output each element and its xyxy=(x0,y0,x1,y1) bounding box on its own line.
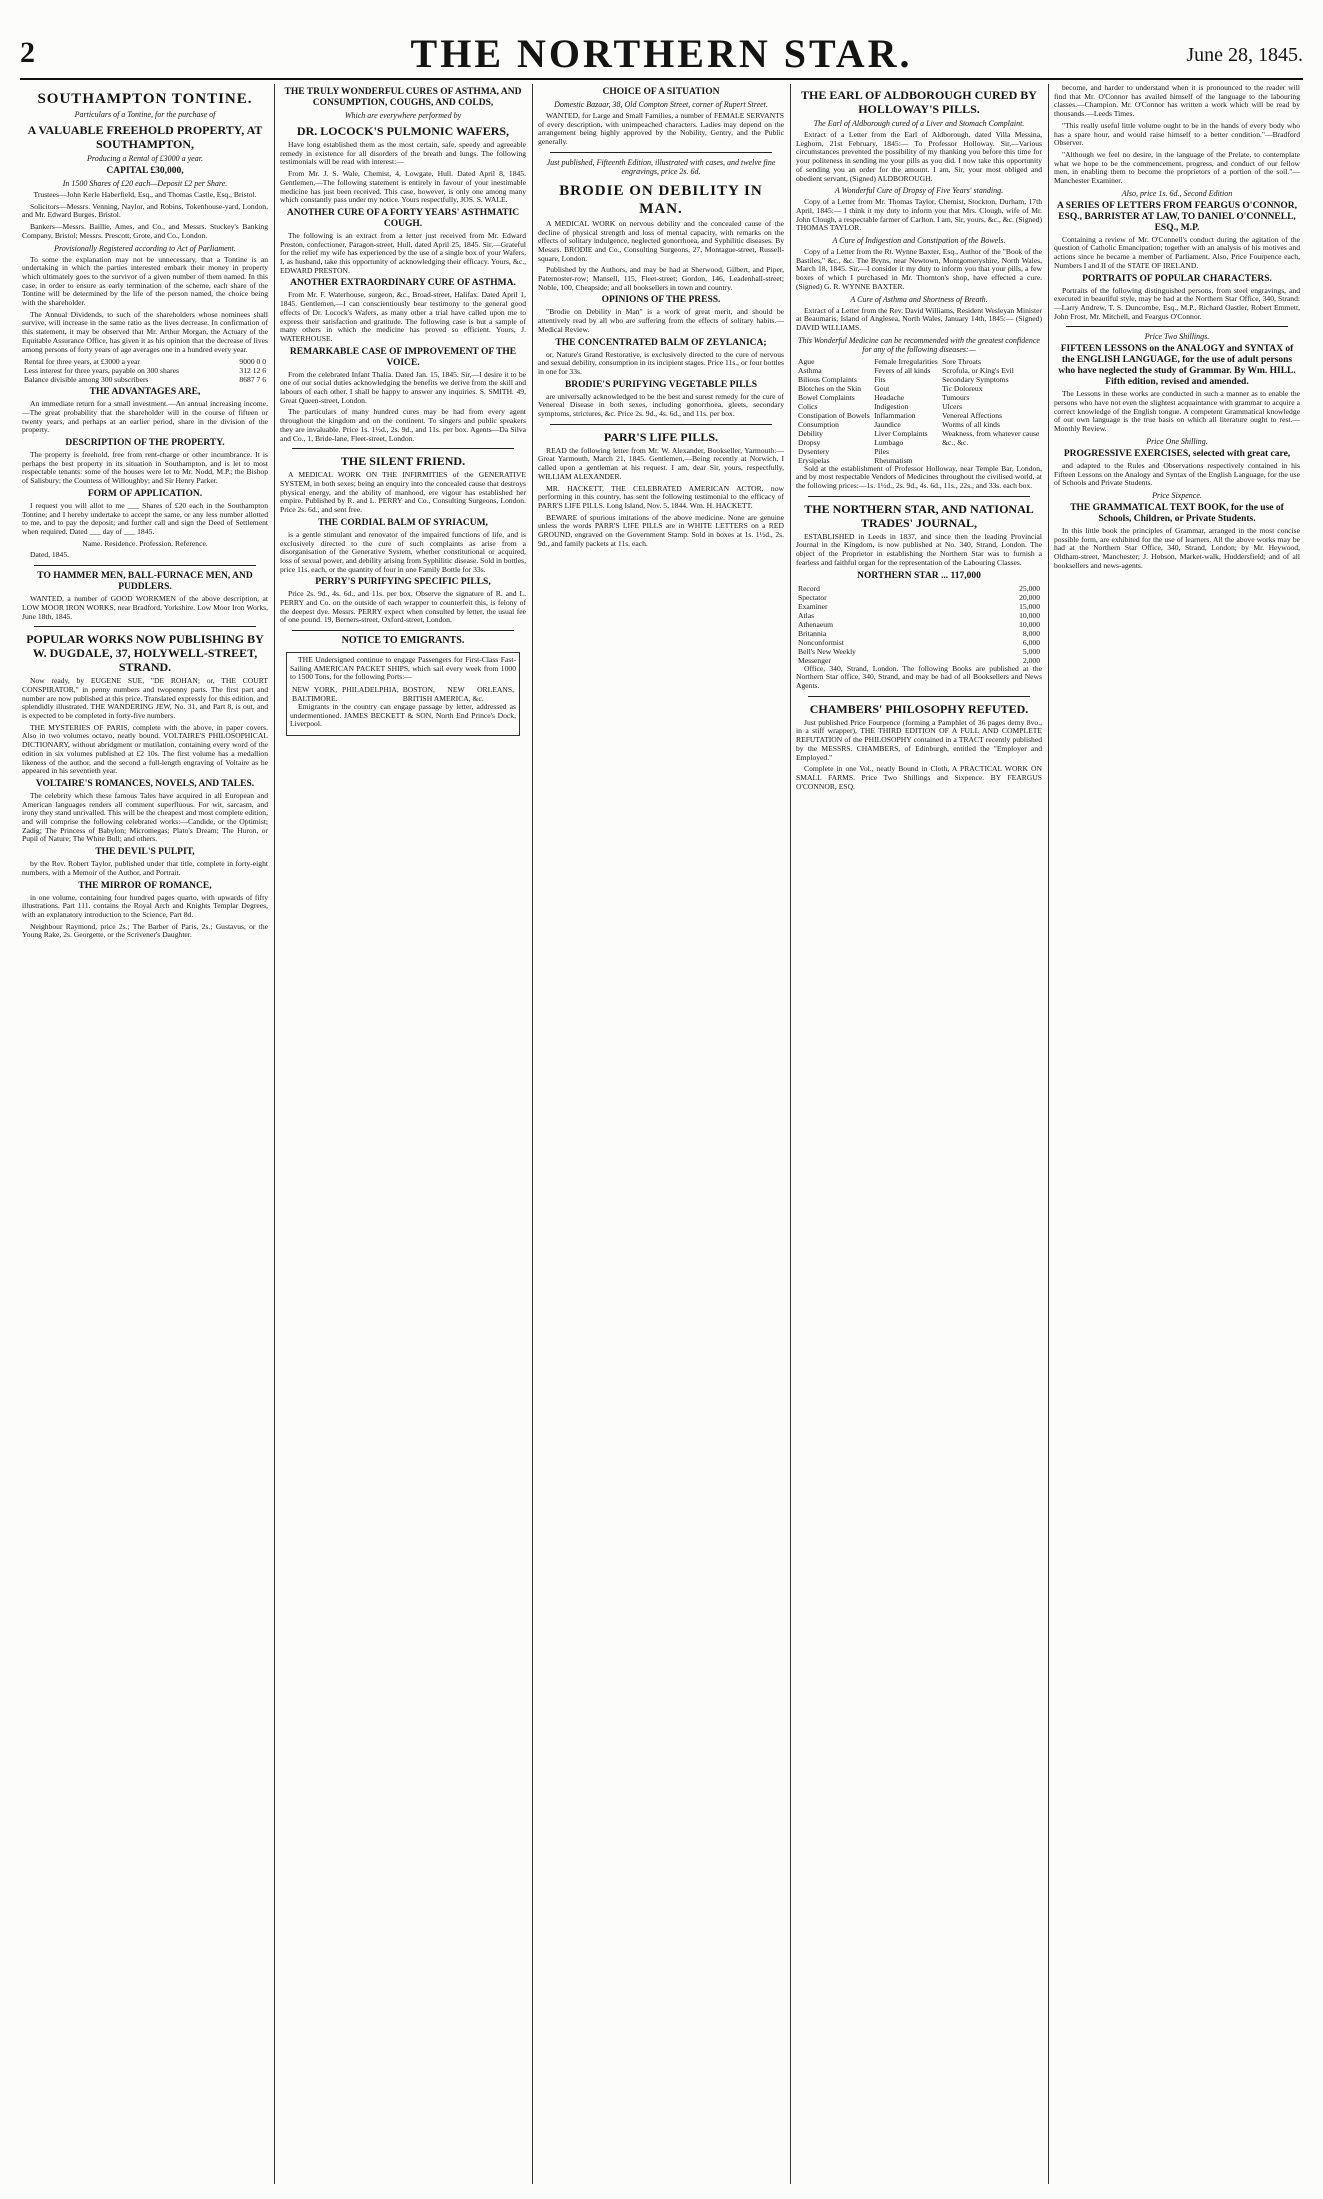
body-text: The following is an extract from a letter just received from Mr. Edward Preston, confectioner, Paragon-street, Hull, dated April 25, 1845. Sir,—Grateful for the relief my wife has experienced by the use of a single box of your Wafers, I, as husband, take this opportunity of acknowledging their efficacy. Yours, &c., EDWARD PRESTON. xyxy=(280,230,526,275)
heading: THE MIRROR OF ROMANCE, xyxy=(78,880,212,891)
subheading: A Wonderful Cure of Dropsy of Five Years' standing. xyxy=(834,186,1004,196)
subheading: Which are everywhere performed by xyxy=(344,111,462,120)
body-text: is a gentle stimulant and renovator of the impaired functions of life, and is exclusively directed to the cure of such complaints as arise from a disorganisation of the Generative System, whether constitutional or acquired, loss of sexual power, and debility arising from Syphilitic disease. Sold in bottles, price 11s. each, or the quantity of four in one Family Bottle for 33s. xyxy=(280,529,526,574)
table-cell: Rheumatism xyxy=(874,455,913,465)
table-cell: 25,000 xyxy=(1019,583,1040,593)
heading: PARR'S LIFE PILLS. xyxy=(603,429,719,444)
body-text: The particulars of many hundred cures may be had from every agent throughout the kingdom and on the continent. To singers and public speakers they are invaluable. Price 1s. 1½d., 2s. 9d., and 11s. per box. Agents—Da Silva and Co., 1, Bride-lane, Fleet-street, London. xyxy=(280,407,526,443)
heading: OPINIONS OF THE PRESS. xyxy=(601,295,721,306)
table-cell: Atlas xyxy=(798,610,815,620)
table-cell: Indigestion xyxy=(874,401,909,411)
table-cell: Lumbago xyxy=(874,437,904,447)
column-4 xyxy=(796,84,1042,2184)
table-cell: 10,000 xyxy=(1019,610,1040,620)
body-text: Office, 340, Strand, London. The following Books are published at the Northern Star office, 340, Strand, and may be had of all Booksellers and News Agents. xyxy=(796,663,1042,690)
divider xyxy=(550,152,772,153)
table-row xyxy=(796,647,1042,656)
heading: POPULAR WORKS NOW PUBLISHING BY W. DUGDALE, 37, HOLYWELL-STREET, STRAND. xyxy=(26,632,264,675)
ports-left: NEW YORK, PHILADELPHIA, BALTIMORE. xyxy=(292,684,399,703)
heading: BRODIE'S PURIFYING VEGETABLE PILLS xyxy=(564,379,758,390)
emigrants-box xyxy=(286,652,520,736)
table-cell: Dropsy xyxy=(798,437,821,447)
table-cell: Bowel Complaints xyxy=(798,392,855,402)
subheading: Domestic Bazaar, 38, Old Compton Street, corner of Rupert Street. xyxy=(554,100,768,109)
body-text: and adapted to the Rules and Observations respectively contained in his Fifteen Lessons on the Analogy and Syntax of the English Language, for the use of Schools and Private Students. xyxy=(1054,460,1300,488)
divider xyxy=(1066,326,1288,327)
body-text: The celebrity which these famous Tales have acquired in all European and American languages renders all comment superfluous. For wit, sarcasm, and irony they stand unrivalled. This will be the cheapest and most complete edition, and will comprise the following celebrated works:—Candide, or the Optimist; Zadig; The Princess of Babylon; Micromegas; Plato's Dream; The Huron, or Pupil of Nature; The White Bull; and others. xyxy=(22,790,268,844)
subheading: The Earl of Aldborough cured of a Liver and Stomach Complaint. xyxy=(813,119,1025,128)
masthead: THE NORTHERN STAR. xyxy=(410,31,913,76)
subheading: Particulars of a Tontine, for the purchase of xyxy=(74,110,216,119)
heading: NORTHERN STAR ... 117,000 xyxy=(857,570,981,581)
table-cell: Erysipelas xyxy=(798,455,830,465)
table-cell: Colics xyxy=(798,401,818,411)
table-cell: Balance divisible among 300 subscribers xyxy=(24,375,149,385)
trustees-text: Trustees—John Kerle Haberfield, Esq., and Thomas Castle, Esq., Bristol. xyxy=(33,190,257,199)
table-row xyxy=(22,375,268,384)
column-2 xyxy=(280,84,526,2184)
table-row xyxy=(796,602,1042,611)
table-cell: Venereal Affections xyxy=(942,410,1003,420)
heading: THE ADVANTAGES ARE, xyxy=(89,387,201,398)
table-cell: Sore Throats xyxy=(942,356,981,366)
table-cell: Secondary Symptoms xyxy=(942,374,1009,384)
table-cell: Fits xyxy=(874,374,886,384)
notice-heading: NOTICE TO EMIGRANTS. xyxy=(341,635,465,647)
table-row xyxy=(796,384,1042,393)
table-row xyxy=(796,611,1042,620)
table-cell: Messenger xyxy=(798,655,831,665)
table-cell: 312 12 6 xyxy=(239,366,266,376)
column-1 xyxy=(22,84,268,2184)
shares-line: In 1500 Shares of £20 each—Deposit £2 per Share. xyxy=(62,179,228,188)
heading: REMARKABLE CASE OF IMPROVEMENT OF THE VOICE. xyxy=(289,346,517,368)
table-cell: 8,000 xyxy=(1022,628,1040,638)
body-text: or, Nature's Grand Restorative, is exclusively directed to the cure of nervous and sexual debility, consumption in its incipient stages. Price 11s., or four bottles in one for 33s. xyxy=(538,349,784,376)
body-text: Have long established them as the most certain, safe, speedy and agreeable remedy in existence for all disorders of the breath and lungs. The following testimonials will be read with interest:— xyxy=(280,140,526,167)
table-row xyxy=(796,366,1042,375)
table-cell: Bilious Complaints xyxy=(798,374,857,384)
body-text: ESTABLISHED in Leeds in 1837, and since then the leading Provincial Journal in the Kingdom, is now published at No. 340, Strand, London. The object of the Proprietor in establishing the Northern Star was to furnish a fearless and faithful organ for the representation of the Labouring Classes. xyxy=(796,531,1042,567)
table-cell: Blotches on the Skin xyxy=(798,383,862,393)
table-cell: Spectator xyxy=(798,592,827,602)
registered-note: Provisionally Registered according to Act of Parliament. xyxy=(54,243,236,253)
column-rule xyxy=(1048,84,1049,2184)
body-text: THE Undersigned continue to engage Passengers for First-Class Fast-Sailing AMERICAN PACKET SHIPS, which sail every week from 1000 to 1500 Tons, for the following Ports:— xyxy=(290,654,516,682)
heading: FORM OF APPLICATION. xyxy=(87,488,203,499)
divider xyxy=(808,496,1030,497)
heading: PROGRESSIVE EXERCISES, selected with great care, xyxy=(1063,448,1291,459)
body-text: I request you will allot to me ___ Shares of £20 each in the Southampton Tontine; and I hereby undertake to accept the same, or any less number allotted to me, and to pay the deposit; and further call and sign the Deed of Settlement when required. Dated ___ day of ___ 1845. xyxy=(22,500,268,536)
table-cell: Worms of all kinds xyxy=(942,419,1000,429)
subheading: Also, price 1s. 6d., Second Edition xyxy=(1121,188,1233,198)
heading: CHAMBERS' PHILOSOPHY REFUTED. xyxy=(809,701,1029,716)
table-cell: Weakness, from whatever cause xyxy=(942,428,1040,438)
heading: THE DEVIL'S PULPIT, xyxy=(95,847,195,858)
subheading: Price One Shilling. xyxy=(1146,436,1208,446)
heading: SOUTHAMPTON TONTINE. xyxy=(37,91,253,107)
table-cell: Examiner xyxy=(798,601,828,611)
circulation-table xyxy=(796,584,1042,665)
table-cell: Bell's New Weekly xyxy=(798,646,856,656)
subheading: This Wonderful Medicine can be recommended with the greatest confidence for any of the following diseases:— xyxy=(798,335,1040,354)
body-text: A MEDICAL WORK ON THE INFIRMITIES of the GENERATIVE SYSTEM, in both sexes; being an enquiry into the concealed cause that destroys physical energy, and the ability of manhood, ere vigour has established her empire. Published by R. and L. PERRY and Co., Consulting Surgeons, London. Price 2s. 6d., and sent free. xyxy=(280,470,526,515)
body-text: BEWARE of spurious imitations of the above medicine. None are genuine unless the words PARR'S LIFE PILLS are in WHITE LETTERS on a RED GROUND, engraved on the Government Stamp. Sold in boxes at 1s. 1½d., 2s. 9d., and family packets at 11s. each. xyxy=(538,512,784,548)
body-text: Just published Price Fourpence (forming a Pamphlet of 36 pages demy 8vo., in a stiff wrapper), THE THIRD EDITION OF A FULL AND COMPLETE REFUTATION of the PHILOSOPHY contained in a TRACT recently published by the MESSRS. CHAMBERS, of Edinburgh, entitled the "Employer and Employed." xyxy=(796,717,1042,762)
bankers-text: Bankers—Messrs. Baillie, Ames, and Co., and Messrs. Stuckey's Banking Company, Bristol; Messrs. Prescott, Grote, and Co., London. xyxy=(22,222,268,240)
table-row xyxy=(796,638,1042,647)
rental-table xyxy=(22,357,268,384)
divider xyxy=(550,424,772,425)
table-cell: Britannia xyxy=(798,628,827,638)
table-cell: 6,000 xyxy=(1022,637,1040,647)
table-row xyxy=(796,620,1042,629)
column-3 xyxy=(538,84,784,2184)
table-row xyxy=(796,438,1042,447)
heading: THE NORTHERN STAR, AND NATIONAL TRADES' JOURNAL, xyxy=(804,501,1034,530)
table-cell: Tumours xyxy=(942,392,970,402)
heading: ANOTHER CURE OF A FORTY YEARS' ASTHMATIC COUGH. xyxy=(286,207,520,229)
column-rule xyxy=(532,84,533,2184)
body-text: Price 2s. 9d., 4s. 6d., and 11s. per box. Observe the signature of R. and L. PERRY and Co. on the outside of each wrapper to counterfeit this, is felony of the deepest dye. Messrs. PERRY expect when consulted by letter, the usual fee of one pound. 19, Berners-street, Oxford-street, London. xyxy=(280,589,526,625)
table-cell: Piles xyxy=(874,446,889,456)
heading: PORTRAITS OF POPULAR CHARACTERS. xyxy=(1082,273,1272,284)
table-row xyxy=(796,357,1042,366)
table-cell: Tic Doloreux xyxy=(942,383,983,393)
table-cell: Debility xyxy=(798,428,823,438)
subheading: Producing a Rental of £3000 a year. xyxy=(87,154,203,163)
body-text: READ the following letter from Mr. W. Alexander, Bookseller, Yarmouth:— Great Yarmouth, March 21, 1845. Gentlemen,—Being recently at Norwich, I called upon a gentleman at his request. I am, dear Sir, yours, respectfully, WILLIAM ALEXANDER. xyxy=(538,445,784,481)
subheading: Price Sixpence. xyxy=(1152,490,1202,500)
body-text: Copy of a Letter from the Rt. Wynne Baxter, Esq., Author of the "Book of the Bastiles," &c., &c. The Bryns, near Newtown, Montgomeryshire, North Wales, March 18, 1845. Sir,—I consider it my duty to inform you that your pills, a few boxes of which I purchased in Mr. Thornton's shop, have effected a cure. (Signed) G. R. WYNNE BAXTER. xyxy=(796,247,1042,291)
divider xyxy=(34,565,256,566)
table-row xyxy=(290,685,516,703)
table-cell: Constipation of Bowels xyxy=(798,410,870,420)
body-text: Now ready, by EUGENE SUE, "DE ROHAN; or, THE COURT CONSPIRATOR," in penny numbers and twopenny parts. The first part and number are now published at this price. Translated expressly for this edition, and splendidly illustrated. THE WANDERING JEW, No. 31, and Part 8, is out, and is expected to be completed in forty-five numbers. xyxy=(22,676,268,721)
table-cell: 20,000 xyxy=(1019,592,1040,602)
body-text: Neighbour Raymond, price 2s.; The Barber of Paris, 2s.; Gustavus, or the Young Rake, 2s. Georgette, or the Scrivener's Daughter. xyxy=(22,921,268,940)
body-text: "Brodie on Debility in Man" is a work of great merit, and should be attentively read by all who are suffering from the effects of solitary habits.—Medical Review. xyxy=(538,307,784,334)
body-text: The property is freehold, free from rent-charge or other incumbrance. It is perhaps the best property in its situation in Southampton, and is let to most respectable tenants: some of the houses were let to Mr. Nodd, M.P.; the Bishop of Salisbury; the Countess of Willoughby; and Sir Henry Parker. xyxy=(22,450,268,486)
body-text: are universally acknowledged to be the best and surest remedy for the cure of Venereal Disease in both sexes, including gonorrhoea, gleets, secondary symptoms, strictures, &c. Price 2s. 9d., 4s. 6d., and 11s. per box. xyxy=(538,391,784,419)
table-cell: Rental for three years, at £3000 a year xyxy=(24,357,140,367)
body-text: by the Rev. Robert Taylor, published under that title, complete in forty-eight numbers, with a Memoir of the Author, and Portrait. xyxy=(22,859,268,877)
form-fields: Name. Residence. Profession. Reference. xyxy=(82,538,208,548)
body-text: Emigrants in the country can engage passage by letter, addressed as undermentioned. JAMES BECKETT & SON, North End Prince's Dock, Liverpool. xyxy=(290,701,516,729)
table-row xyxy=(796,447,1042,456)
page-number: 2 xyxy=(20,36,35,69)
issue-date: June 28, 1845. xyxy=(1186,44,1303,66)
table-cell: 2,000 xyxy=(1022,655,1040,665)
table-cell: 10,000 xyxy=(1019,619,1040,629)
heading: THE GRAMMATICAL TEXT BOOK, for the use of Schools, Children, or Private Students. xyxy=(1070,502,1284,524)
page-header xyxy=(20,31,1303,76)
heading: A VALUABLE FREEHOLD PROPERTY, AT SOUTHAMPTON, xyxy=(27,123,263,151)
subheading: A Cure of Asthma and Shortness of Breath. xyxy=(850,294,988,304)
heading: VOLTAIRE'S ROMANCES, NOVELS, AND TALES. xyxy=(35,778,255,789)
table-row xyxy=(796,402,1042,411)
table-row xyxy=(796,411,1042,420)
table-cell: Headache xyxy=(874,392,905,402)
heading: THE CONCENTRATED BALM OF ZEYLANICA; xyxy=(555,337,767,348)
column-rule xyxy=(790,84,791,2184)
table-cell: 9000 0 0 xyxy=(239,357,266,367)
ports-right: BOSTON, NEW ORLEANS, BRITISH AMERICA, &c. xyxy=(402,684,514,703)
table-cell: Ague xyxy=(798,356,815,366)
heading: THE SILENT FRIEND. xyxy=(340,454,466,469)
subheading: Just published, Fifteenth Edition, illustrated with cases, and twelve fine engravings, price 2s. 6d. xyxy=(546,157,776,176)
body-text: Copy of a Letter from Mr. Thomas Taylor, Chemist, Stockton, Durham, 17th April, 1845:— I think it my duty to inform you that Mrs. Clough, wife of Mr. John Clough, a respectable farmer of Carlton. I am, Sir, yours, &c., &c. (Signed) THOMAS TAYLOR. xyxy=(796,197,1042,233)
table-cell: Nonconformist xyxy=(798,637,844,647)
column-5 xyxy=(1054,84,1300,2184)
table-cell: Liver Complaints xyxy=(874,428,928,438)
body-text: WANTED, for Large and Small Families, a number of FEMALE SERVANTS of every description, with unimpeached characters. Ladies may depend on the arrangement being highly approved by the Nobility, Gentry, and the Public generally. xyxy=(538,111,784,147)
table-row xyxy=(796,629,1042,638)
body-text: The Lessons in these works are conducted in such a manner as to enable the persons who have not even the slightest acquaintance with grammar to acquire a correct knowledge of the English tongue. A competent Grammatical knowledge of our own language is the true basis on which all literature ought to rest.—Monthly Review. xyxy=(1054,389,1300,434)
body-text: Published by the Authors, and may be had at Sherwood, Gilbert, and Piper, Paternoster-row; Mansell, 115, Fleet-street; Gordon, 146, Leadenhall-street; Noble, 100, Cheapside; and all booksellers in town and country. xyxy=(538,265,784,292)
body-text: Extract of a Letter from the Rev. David Williams, Resident Wesleyan Minister at Beaumaris, Island of Anglesea, North Wales, January 14th, 1845:— (Signed) DAVID WILLIAMS. xyxy=(796,305,1042,332)
divider xyxy=(808,696,1030,697)
table-cell: Record xyxy=(798,583,820,593)
body-text: "Although we feel no desire, in the language of the Prelate, to contemplate what we hope to be the commencement, progress, and conduct of our fellow men, in enabling them to become the proprietors of a portion of the soil."—Manchester Examiner. xyxy=(1054,149,1300,186)
heading: THE EARL OF ALDBOROUGH CURED BY HOLLOWAY'S PILLS. xyxy=(801,88,1037,116)
table-cell: Asthma xyxy=(798,365,822,375)
table-row xyxy=(796,420,1042,429)
table-cell: Jaundice xyxy=(874,419,901,429)
body-text: Complete in one Vol., neatly Bound in Cloth, A PRACTICAL WORK ON SMALL FARMS. Price Two Shillings and Sixpence. BY FEARGUS O'CONNOR, ESQ. xyxy=(796,764,1042,791)
heading: THE TRULY WONDERFUL CURES OF ASTHMA, AND CONSUMPTION, COUGHS, AND COLDS, xyxy=(284,87,522,108)
heading: THE CORDIAL BALM OF SYRIACUM, xyxy=(318,517,488,528)
table-cell: Consumption xyxy=(798,419,839,429)
table-row xyxy=(22,357,268,366)
divider xyxy=(34,626,256,627)
body-text: WANTED, a number of GOOD WORKMEN of the above description, at LOW MOOR IRON WORKS, near Bradford, Yorkshire. Low Moor Iron Works, June 18th, 1845. xyxy=(22,594,268,621)
divider xyxy=(292,448,514,449)
table-row xyxy=(22,366,268,375)
table-row xyxy=(796,429,1042,438)
table-cell: 15,000 xyxy=(1019,601,1040,611)
table-cell xyxy=(940,447,1042,456)
dated-line: Dated, 1845. xyxy=(30,550,70,560)
body-text: From Mr. J. S. Wale, Chemist, 4, Lowgate, Hull. Dated April 8, 1845. Gentlemen,—The following statement is entirely in favour of your inestimable medicine has just been received. This case, however, is only one among many which constantly pass under my notice. Yours respectfully, JOS. S. WALE. xyxy=(280,169,526,205)
table-cell: Scrofula, or King's Evil xyxy=(942,365,1014,375)
heading: DR. LOCOCK'S PULMONIC WAFERS, xyxy=(296,124,510,138)
body-text: become, and harder to understand when it is pronounced to the reader will find that Mr. O'Connor has availed himself of the language to the labouring classes.—Champion. Mr. O'Connor has written a work which will be read by thousands.—Leeds Times. xyxy=(1054,84,1300,119)
heading: BRODIE ON DEBILITY IN MAN. xyxy=(559,182,763,217)
table-cell: Fevers of all kinds xyxy=(874,365,931,375)
body-text: THE MYSTERIES OF PARIS, complete with the above, in paper covers. Also in two volumes octavo, neatly bound. VOLTAIRE'S PHILOSOPHICAL DICTIONARY, without abridgment or mutilation, containing every word of the edition in six volumes published at £2 10s. The first volume has a medallion likeness of the author, and the second a full-length engraving of Voltaire as he appeared in his seventieth year. xyxy=(22,722,268,776)
table-row xyxy=(796,593,1042,602)
table-row xyxy=(796,584,1042,593)
body-text: In this little book the principles of Grammar, arranged in the most concise possible form, are exhibited for the use of learners. All the above works may be had at the Northern Star Office, 340, Strand, London; by Mr. Heywood, Oldham-street, Manchester; J. Hobson, Market-walk, Huddersfield; and of all booksellers and news-agents. xyxy=(1054,525,1300,570)
column-rule xyxy=(274,84,275,2184)
body-text: The Annual Dividends, to such of the shareholders whose nominees shall survive, will increase in the same ratio as the lives decrease. In confirmation of this statement, it may be observed that Mr. Arthur Morgan, the Actuary of the Equitable Assurance Office, has given it as his opinion that the decrease of lives among persons of forty years of age averages one in a hundred every year. xyxy=(22,309,268,354)
subheading: Price Two Shillings. xyxy=(1144,332,1210,342)
body-text: in one volume, containing four hundred pages quarto, with upwards of fifty illustrations. Part 111. contains the Royal Arch and Knights Templar Degrees, with an explanatory introduction to the Science, Part 8d. xyxy=(22,892,268,919)
table-cell: Dysentery xyxy=(798,446,830,456)
table-cell: 8687 7 6 xyxy=(239,375,266,385)
body-text: Containing a review of Mr. O'Connell's conduct during the agitation of the question of Catholic Emancipation; together with an analysis of his motives and actions since he became a member of Parliament. Also, Price Fourpence each, Numbers I and II of the STATE OF IRELAND. xyxy=(1054,234,1300,270)
heading: ANOTHER EXTRAORDINARY CURE OF ASTHMA. xyxy=(290,278,516,289)
body-text: Extract of a Letter from the Earl of Aldborough, dated Villa Messina, Leghorn, 21st February, 1845:— To Professor Holloway. Sir,—Various circumstances prevented the possibility of my thanking you before this time for your politeness in sending me your pills as you did. I now take this opportunity of sending you an order for the amount. I am, Sir, your most obliged and obedient servant, (Signed) ALDBOROUGH. xyxy=(796,130,1042,183)
body-text: To some the explanation may not be unnecessary, that a Tontine is an undertaking in which the parties interested embark their money in property which ultimately goes to the survivor of a given number of them named. In this case, in order to ensure as early termination of the scheme, each share of the Tontine will be determined by the life of the person named, the choice being with the shareholder. xyxy=(22,254,268,308)
table-cell: Ulcers xyxy=(942,401,962,411)
diseases-table xyxy=(796,357,1042,465)
body-text: MR. HACKETT, THE CELEBRATED AMERICAN ACTOR, now performing in this country, has sent the following testimonial to the efficacy of PARR'S LIFE PILLS. Long Island, Nov. 5, 1844. Wm. H. HACKETT. xyxy=(538,483,784,510)
body-text: Sold at the establishment of Professor Holloway, near Temple Bar, London, and by most respectable Vendors of Medicines throughout the civilised world, at the following prices:—1s. 1½d., 2s. 9d., 4s. 6d., 11s., 22s., and 33s. each box. xyxy=(796,463,1042,491)
table-cell: Inflammation xyxy=(874,410,916,420)
divider xyxy=(292,630,514,631)
ports-table xyxy=(290,685,516,703)
body-text: "This really useful little volume ought to be in the hands of every body who has a spare hour, and would raise himself to a better condition."—Bradford Observer. xyxy=(1054,120,1300,148)
body-text: From the celebrated Infant Thalia. Dated Jan. 15, 1845. Sir,—I desire it to be one of our social duties acknowledging the benefits we derive from the skill and labours of each other. I shall be happy to answer any inquiries. S. SMITH. 49, Great Queen-street, London. xyxy=(280,369,526,405)
body-text: A MEDICAL WORK on nervous debility and the concealed cause of the decline of physical strength and loss of mental capacity, with remarks on the effects of solitary indulgence, neglected gonorrhoea, and Syphilitic diseases. By Messrs. BRODIE and Co., Consulting Surgeons, 27, Montague-street, Russell-square, London. xyxy=(538,218,784,263)
body-text: Portraits of the following distinguished persons, from steel engravings, and executed in beautiful style, may be had at the Northern Star Office, 340, Strand:—Larry Andrew, T. S. Duncombe, Esq., M.P., Richard Oastler, Robert Emmett, John Frost, Mr. Mitchell, and Feargus O'Connor. xyxy=(1054,285,1300,321)
subheading: A Cure of Indigestion and Constipation of the Bowels. xyxy=(832,236,1006,246)
table-cell: 5,000 xyxy=(1022,646,1040,656)
heading: FIFTEEN LESSONS on the ANALOGY and SYNTAX of the ENGLISH LANGUAGE, for the use of adult persons who have neglected the study of Grammar. By Wm. HILL. Fifth edition, revised and amended. xyxy=(1058,344,1296,388)
table-row xyxy=(796,375,1042,384)
table-row xyxy=(796,393,1042,402)
header-rule xyxy=(20,78,1303,80)
solicitors-text: Solicitors—Messrs. Venning, Naylor, and Robins, Tokenhouse-yard, London, and Mr. Edward Burges, Bristol. xyxy=(22,201,268,220)
body-text: An immediate return for a small investment.—An annual increasing income.—The great probability that the shareholder will in the course of fifteen or twenty years, and perhaps at an earlier period, share in the division of the property. xyxy=(22,399,268,435)
heading: TO HAMMER MEN, BALL-FURNACE MEN, AND PUDDLERS. xyxy=(37,571,253,593)
table-cell: Athenaeum xyxy=(798,619,834,629)
heading: DESCRIPTION OF THE PROPERTY. xyxy=(65,438,225,449)
heading: A SERIES OF LETTERS FROM FEARGUS O'CONNOR, ESQ., BARRISTER AT LAW, TO DANIEL O'CONNELL, ESQ., M.P. xyxy=(1056,200,1298,233)
heading: PERRY'S PURIFYING SPECIFIC PILLS, xyxy=(315,577,491,588)
table-cell: &c., &c. xyxy=(942,437,969,447)
body-text: From Mr. F. Waterhouse, surgeon, &c., Broad-street, Halifax. Dated April 1, 1845. Gentlemen,—I can conscientiously bear testimony to the general good effects of Dr. Locock's Wafers, as many other a trial have called upon me to express their satisfaction and gratitude. The following case is but a sample of many others in which the medicine has proved so efficient. Yours, J. WATERHOUSE. xyxy=(280,290,526,343)
table-cell: Gout xyxy=(874,383,890,393)
table-cell: Less interest for three years, payable on 300 shares xyxy=(24,366,179,376)
capital-line: CAPITAL £30,000, xyxy=(106,166,184,176)
table-cell: Female Irregularities xyxy=(874,356,938,366)
heading: CHOICE OF A SITUATION xyxy=(602,87,720,97)
